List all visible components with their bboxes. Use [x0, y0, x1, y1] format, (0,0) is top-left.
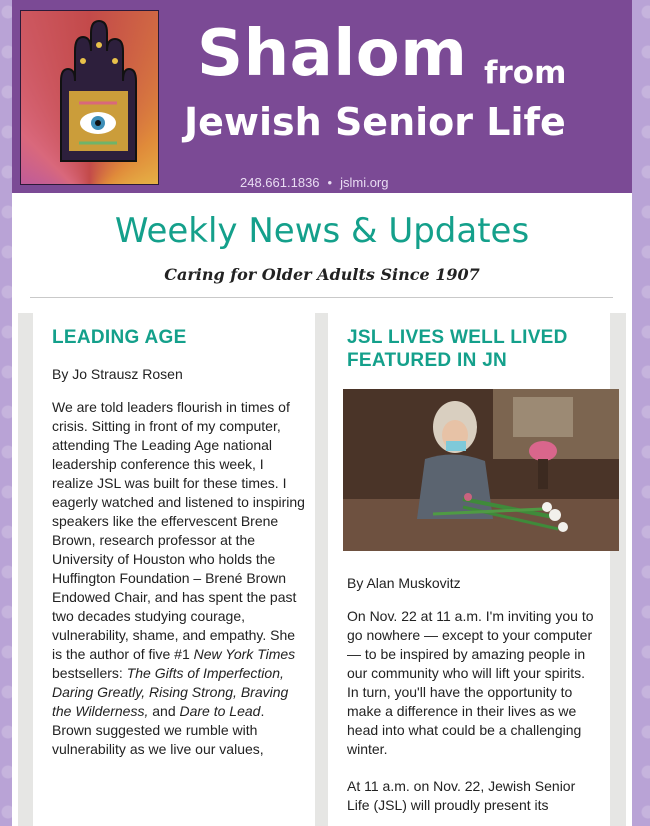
header-banner	[12, 0, 632, 193]
article-heading[interactable]: LEADING AGE	[52, 327, 187, 348]
page-title: Weekly News & Updates	[114, 211, 530, 251]
contact-info	[240, 175, 389, 190]
divider	[30, 297, 613, 298]
article-paragraph: On Nov. 22 at 11 a.m. I'm inviting you to go nowhere — except to your computer — to be inspired by amazing people in our community who will lift your spirits. In turn, you'll have the opportunity to make a difference in their lives as we head into what could be a challenging winter.	[347, 608, 594, 757]
article-byline: By Alan Muskovitz	[347, 575, 461, 591]
phone-number[interactable]: 248.661.1836	[240, 175, 320, 190]
article-heading[interactable]: JSL LIVES WELL LIVED FEATURED IN JN	[347, 327, 568, 371]
article-lives-well-lived	[328, 313, 610, 826]
article-paragraph: At 11 a.m. on Nov. 22, Jewish Senior Life (JSL) will proudly present its	[347, 778, 576, 813]
website-link[interactable]: jslmi.org	[340, 175, 389, 190]
separator: •	[327, 175, 333, 190]
article-body: We are told leaders flourish in times of crisis. Sitting in front of my computer, attending The Leading Age national leadership conference this week, I realize JSL was built for these times. I eagerly watched and listened to inspiring speakers like the effervescent Brene Brown, research professor at the University of Houston who holds the Huffington Foundation – Brené Brown Endowed Chair, and has spent the past two decades studying courage, vulnerability, shame, and empathy. She is the author of five #1 New York Times bestsellers: The Gifts of Imperfection, Daring Greatly, Rising Strong, Braving the Wilderness, and Dare to Lead. Brown suggested we rumble with vulnerability as we live our values,	[52, 399, 305, 757]
organization-name: Jewish Senior Life	[184, 100, 566, 144]
article-byline: By Jo Strausz Rosen	[52, 366, 183, 382]
newsletter-name: Shalom	[197, 17, 468, 91]
article-leading-age	[33, 313, 315, 826]
article-photo[interactable]	[343, 389, 619, 551]
tagline: Caring for Older Adults Since 1907	[164, 265, 480, 284]
hamsa-icon	[21, 11, 159, 185]
newsletter-name-from: from	[484, 55, 567, 91]
hamsa-logo	[20, 10, 159, 185]
newsletter-page	[12, 0, 632, 826]
